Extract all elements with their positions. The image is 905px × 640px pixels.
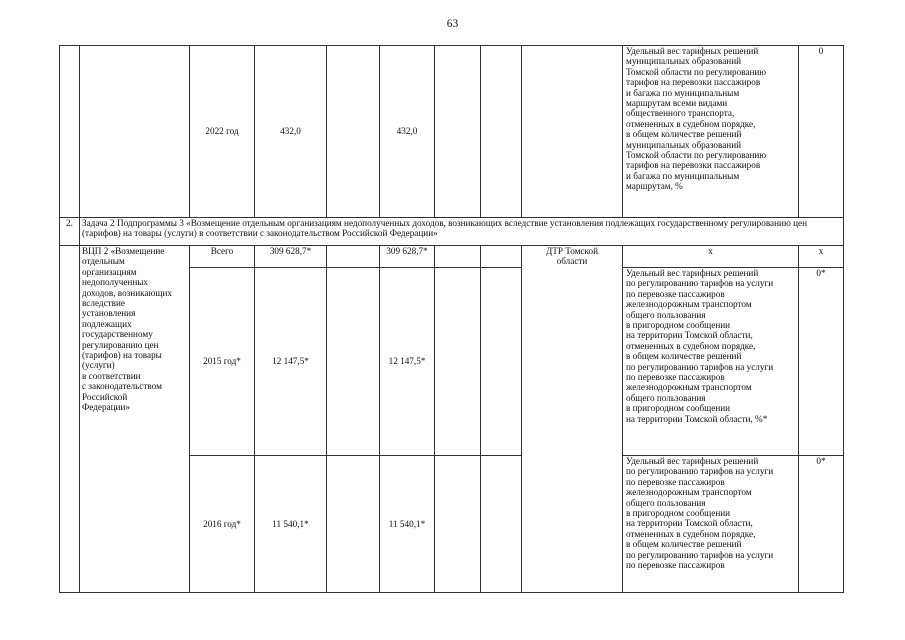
year-cell: 2022 год — [190, 46, 255, 218]
federal-cell — [327, 46, 380, 218]
indicator-value: х — [799, 246, 844, 268]
indicator-cell: Удельный вес тарифных решений по регулированию тарифов на услуги по перевозке пассажиров железнодорожным транспортом общего пользования в пригородном сообщении на территории Томской области, отмененных в судебном порядке, в общем количестве решений по регулированию тарифов на услуги по перевозке пассажиров — [623, 456, 799, 593]
total-cell: 309 628,7* — [255, 246, 327, 268]
indicator-cell: Удельный вес тарифных решений по регулированию тарифов на услуги по перевозке пассажиров железнодорожным транспортом общего пользования в пригородном сообщении на территории Томской области, отмененных в судебном порядке, в общем количестве решений по регулированию тарифов на услуги по перевозке пассажиров железнодорожным транспортом общего пользования в пригородном сообщении на территории Томской области, %* — [623, 268, 799, 456]
federal-cell — [327, 268, 380, 456]
indicator-value: 0* — [799, 268, 844, 456]
other-cell — [481, 246, 522, 268]
name-cell — [80, 46, 190, 218]
regional-cell: 309 628,7* — [380, 246, 435, 268]
regional-cell: 11 540,1* — [380, 456, 435, 593]
task-number: 2. — [60, 218, 80, 246]
page-number: 63 — [446, 18, 459, 30]
other-cell — [481, 456, 522, 593]
row-number-cell — [60, 46, 80, 218]
table-row — [60, 246, 844, 268]
indicator-cell: х — [623, 246, 799, 268]
executor-cell: ДТР Томской области — [522, 246, 623, 593]
table-row — [60, 46, 844, 218]
other-cell — [481, 46, 522, 218]
indicator-cell: Удельный вес тарифных решений муниципальных образований Томской области по регулированию тарифов на перевозки пассажиров и багажа по муниципальным маршрутам всеми видами общественного транспорта, отмененных в судебном порядке, в общем количестве решений муниципальных образований Томской области по регулированию тарифов на перевозки пассажиров и багажа по муниципальным маршрутам, % — [623, 46, 799, 218]
row-number-cell — [60, 246, 80, 593]
local-cell — [435, 246, 481, 268]
regional-cell: 12 147,5* — [380, 268, 435, 456]
year-cell: Всего — [190, 246, 255, 268]
local-cell — [435, 46, 481, 218]
indicator-value: 0* — [799, 456, 844, 593]
executor-cell — [522, 46, 623, 218]
program-table — [59, 45, 844, 593]
task-title: Задача 2 Подпрограммы 3 «Возмещение отдельным организациям недополученных доходов, возникающих вследствие установления подлежащих государственному регулированию цен (тарифов) на товары (услуги) в соответствии с законодательством Российской Федерации» — [80, 218, 844, 246]
local-cell — [435, 268, 481, 456]
regional-cell: 432,0 — [380, 46, 435, 218]
task-row — [60, 218, 844, 246]
local-cell — [435, 456, 481, 593]
federal-cell — [327, 456, 380, 593]
year-cell: 2016 год* — [190, 456, 255, 593]
indicator-value: 0 — [799, 46, 844, 218]
year-cell: 2015 год* — [190, 268, 255, 456]
vcp-name: ВЦП 2 «Возмещение отдельным организациям недополученных доходов, возникающих вследствие установления подлежащих государственному регулированию цен (тарифов) на товары (услуги) в соответствии с законодательством Российской Федерации» — [80, 246, 190, 593]
total-cell: 432,0 — [255, 46, 327, 218]
total-cell: 11 540,1* — [255, 456, 327, 593]
total-cell: 12 147,5* — [255, 268, 327, 456]
other-cell — [481, 268, 522, 456]
federal-cell — [327, 246, 380, 268]
